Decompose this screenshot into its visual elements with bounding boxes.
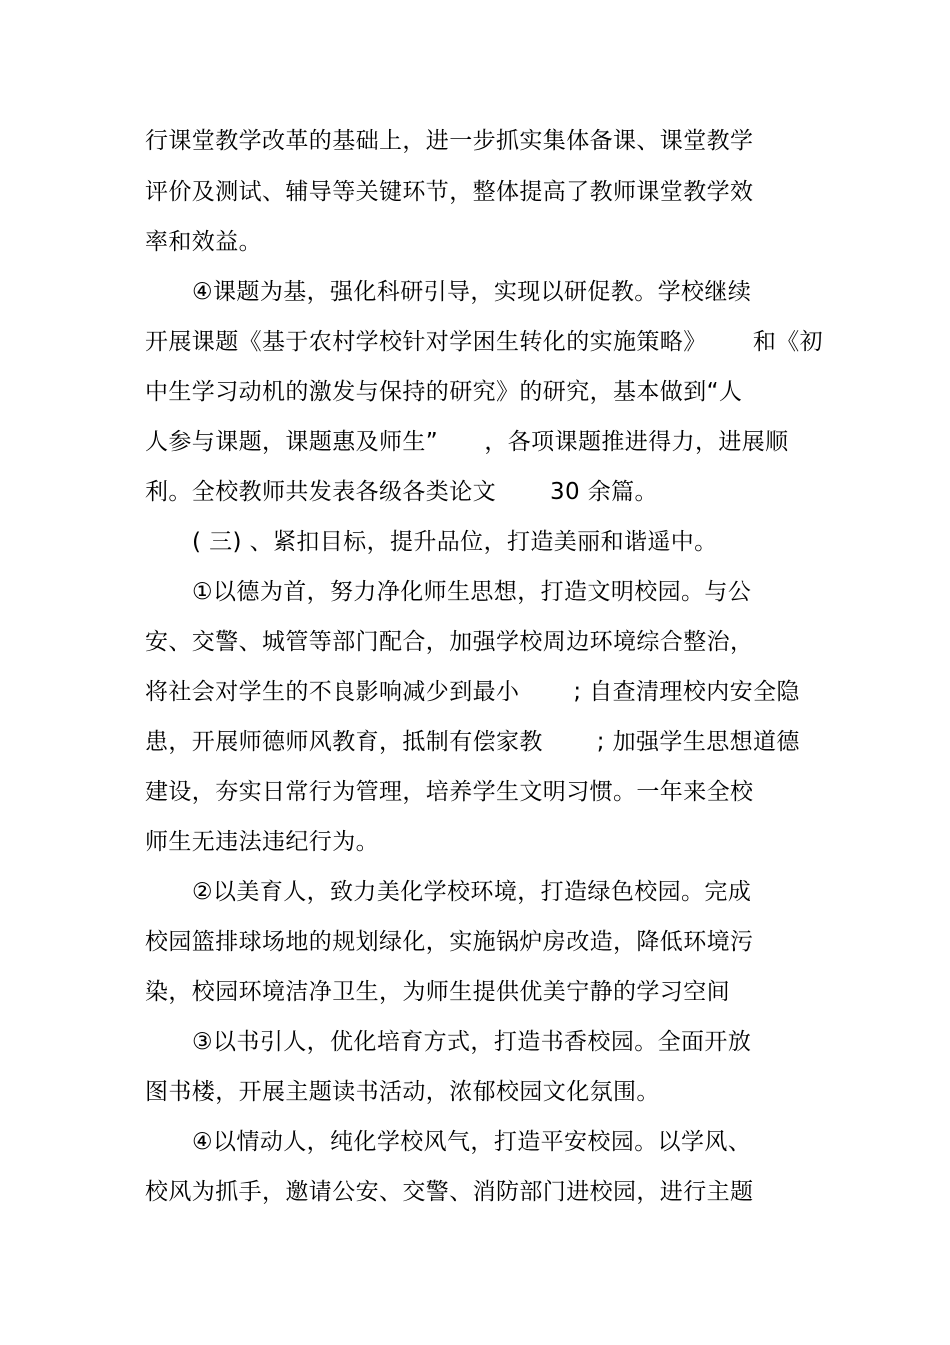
paragraph-start-line: ②以美育人，致力美化学校环境，打造绿色校园。完成 (192, 879, 752, 905)
text-line: 中生学习动机的激发与保持的研究》的研究，基本做到“人 (145, 379, 743, 405)
text-line: 校风为抓手，邀请公安、交警、消防部门进校园，进行主题 (145, 1179, 754, 1205)
paragraph-start-line: ④以情动人，纯化学校风气，打造平安校园。以学风、 (192, 1129, 752, 1155)
paragraph-start-line: ③以书引人，优化培育方式，打造书香校园。全面开放 (192, 1029, 752, 1055)
text-line: 师生无违法违纪行为。 (145, 829, 379, 855)
paragraph-start-line: ④课题为基，强化科研引导，实现以研促教。学校继续 (192, 279, 752, 305)
text-line: 开展课题《基于农村学校针对学困生转化的实施策略》 和《初 (145, 329, 824, 355)
text-line: 安、交警、城管等部门配合，加强学校周边环境综合整治， (145, 629, 754, 655)
text-line: 染，校园环境洁净卫生，为师生提供优美宁静的学习空间 (145, 979, 730, 1005)
text-line: 图书楼，开展主题读书活动，浓郁校园文化氛围。 (145, 1079, 660, 1105)
section-heading: ( 三) 、紧扣目标，提升品位，打造美丽和谐遥中。 (192, 529, 718, 555)
paragraph-start-line: ①以德为首，努力净化师生思想，打造文明校园。与公 (192, 579, 752, 605)
text-line: 利。全校教师共发表各级各类论文 30 余篇。 (145, 479, 658, 505)
text-line: 患，开展师德师风教育，抵制有偿家教 ; 加强学生思想道德 (145, 729, 800, 755)
text-line: 评价及测试、辅导等关键环节，整体提高了教师课堂教学效 (145, 179, 754, 205)
text-line: 将社会对学生的不良影响减少到最小 ; 自查清理校内安全隐 (145, 679, 800, 705)
text-line: 率和效益。 (145, 229, 262, 255)
text-line: 人参与课题，课题惠及师生” ，各项课题推进得力，进展顺 (145, 429, 789, 455)
text-line: 建设，夯实日常行为管理，培养学生文明习惯。一年来全校 (145, 779, 754, 805)
text-line: 校园篮排球场地的规划绿化，实施锅炉房改造，降低环境污 (145, 929, 754, 955)
text-line: 行课堂教学改革的基础上，进一步抓实集体备课、课堂教学 (145, 128, 754, 154)
